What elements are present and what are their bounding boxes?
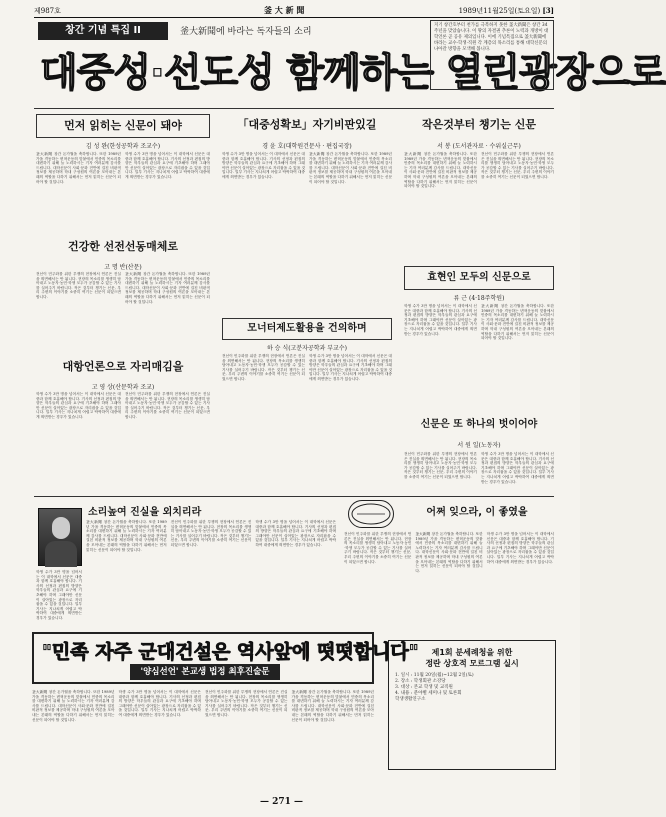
section-author: 류 근 (4·18주학원)	[453, 295, 505, 302]
section-title: 먼저 읽히는 신문이 돼야	[64, 119, 182, 132]
section-title: 신문은 또 하나의 벗이어야	[420, 419, 538, 430]
masthead	[34, 4, 554, 18]
section-title: 어쩌 잊으라, 이 좋였을	[426, 507, 528, 518]
article-body: 전선이 민주화를 위한 투쟁의 현장에서 언론은 진실을 외면해서는 안 됩니다. 현장의 목소리를 생생히 담아내고 노동자·농민·학생 모두가 공감할 수 있는 기사를 실어주기 바랍니다. 작은 것부터 챙기는 신문, 우리 주변의 이야기를 소중히 여기는 신문이 되었으면 합니다. 학생 수가 3만 명을 넘어서는 이 대학에서 신문은 대중과 함께 호흡해야 합니다. 기사의 선정과 편집의 방향은 학우들의 관심과 요구에 기초해야 하며 그래야만 신문이 살아있는 광장으로 자리잡을 수 있을 것입니다. 일부 기사는 지나치게 어렵고 딱딱하여 대중에게 외면받는 경우가 있습니다.	[404, 452, 554, 484]
section-author: 고 명 반(산문)	[104, 264, 142, 271]
section-title: 모너터제도활용을 건의하며	[247, 323, 367, 334]
section-title: 작은것부터 챙기는 신문	[422, 118, 536, 131]
section-header-7	[36, 356, 210, 380]
program-title: 제1회 분세례청을 위한 정란 상호적 모르그램 실시	[425, 648, 519, 668]
section-header-4	[36, 236, 210, 260]
feature-banner	[32, 632, 419, 684]
program-details: 1. 일시 : 11월 20일(월)~12월 2일(토) 2. 장소 : 학생회관 소강당 3. 대상 : 본교 학생 및 교직원 4. 내용 : 분야별 세미나 및 토론회 학생생활연구소	[395, 673, 474, 702]
main-headline: 대중성·선도성 함께하는 열린광장으로	[40, 51, 666, 96]
article-body: 학생 수가 3만 명을 넘어서는 이 대학에서 신문은 대중과 함께 호흡해야 합니다. 기사의 선정과 편집의 방향은 학우들의 관심과 요구에 기초해야 하며 그래야만 신문이 살아있는 광장으로 자리잡을 수 있을 것입니다. 일부 기사는 지나치게 어렵고 딱딱하여 대중에게 외면받는 경우가 있습니다. 전선이 민주화를 위한 투쟁의 현장에서 언론은 진실을 외면해서는 안 됩니다. 현장의 목소리를 생생히 담아내고 노동자·농민·학생 모두가 공감할 수 있는 기사를 실어주기 바랍니다. 작은 것부터 챙기는 신문, 우리 주변의 이야기를 소중히 여기는 신문이 되었으면 합니다.	[36, 392, 210, 419]
section-title: 소리높여 진실을 외치리라	[88, 507, 202, 518]
page-marker: [3]	[542, 6, 554, 15]
section-header-1	[36, 114, 210, 138]
special-badge: 창간 기념 특집 II	[38, 22, 168, 40]
issue-date: 1989년11월25일(토요일)	[458, 7, 541, 15]
article-body: 釜大新聞 창간 돈가월을 축하합니다. 또한 1989년 가을 격동하는 변혁운동의 맞붙에서 민중의 목소리를 대변하기 위해 늘 노력하시는 기자 여러분께 감사를 드립니다. 대학신문이 사회·문화 전반에 걸친 비판적 정보를 제공하며 학내 구성원의 여론을 모아내는 본래의 역할을 다하기 위해서는 먼저 읽히는 신문이 되어야 할 것입니다. 전선이 민주화를 위한 투쟁의 현장에서 언론은 진실을 외면해서는 안 됩니다. 현장의 목소리를 생생히 담아내고 노동자·농민·학생 모두가 공감할 수 있는 기사를 실어주기 바랍니다. 작은 것부터 챙기는 신문, 우리 주변의 이야기를 소중히 여기는 신문이 되었으면 합니다. 학생 수가 3만 명을 넘어서는 이 대학에서 신문은 대중과 함께 호흡해야 합니다. 기사의 선정과 편집의 방향은 학우들의 관심과 요구에 기초해야 하며 그래야만 신문이 살아있는 광장으로 자리잡을 수 있을 것입니다. 일부 기사는 지나치게 어렵고 딱딱하여 대중에게 외면받는 경우가 있습니다.	[86, 520, 337, 552]
section-header-6	[222, 318, 392, 340]
section-author: 서 봉 (도서관자료 · 수위실근무)	[437, 143, 521, 150]
logo-mark-icon	[349, 501, 393, 527]
section-header-3	[404, 114, 554, 138]
section-title: 효현인 모두의 신문으로	[427, 272, 531, 283]
article-body: 학생 수가 3만 명을 넘어서는 이 대학에서 신문은 대중과 함께 호흡해야 합니다. 기사의 선정과 편집의 방향은 학우들의 관심과 요구에 기초해야 하며 그래야만 신문이 살아있는 광장으로 자리잡을 수 있을 것입니다. 일부 기사는 지나치게 어렵고 딱딱하여 대중에게 외면받는 경우가 있습니다. 釜大新聞 창간 돈가월을 축하합니다. 또한 1989년 가을 격동하는 변혁운동의 맞붙에서 민중의 목소리를 대변하기 위해 늘 노력하시는 기자 여러분께 감사를 드립니다. 대학신문이 사회·문화 전반에 걸친 비판적 정보를 제공하며 학내 구성원의 여론을 모아내는 본래의 역할을 다하기 위해서는 먼저 읽히는 신문이 되어야 할 것입니다.	[222, 152, 393, 184]
article-body: 학생 수가 3만 명을 넘어서는 이 대학에서 신문은 대중과 함께 호흡해야 합니다. 기사의 선정과 편집의 방향은 학우들의 관심과 요구에 기초해야 하며 그래야만 신문이 살아있는 광장으로 자리잡을 수 있을 것입니다. 일부 기사는 지나치게 어렵고 딱딱하여 대중에게 외면받는 경우가 있습니다. 釜大新聞 창간 돈가월을 축하합니다. 또한 1989년 가을 격동하는 변혁운동의 맞붙에서 민중의 목소리를 대변하기 위해 늘 노력하시는 기자 여러분께 감사를 드립니다. 대학신문이 사회·문화 전반에 걸친 비판적 정보를 제공하며 학내 구성원의 여론을 모아내는 본래의 역할을 다하기 위해서는 먼저 읽히는 신문이 되어야 할 것입니다.	[404, 304, 554, 341]
page-number: — 271 —	[260, 797, 304, 807]
section-title: 「대중성확보」자기비판있길	[237, 118, 377, 131]
section-header-5	[404, 266, 554, 290]
article-body: 전선이 민주화를 위한 투쟁의 현장에서 언론은 진실을 외면해서는 안 됩니다. 현장의 목소리를 생생히 담아내고 노동자·농민·학생 모두가 공감할 수 있는 기사를 실어주기 바랍니다. 작은 것부터 챙기는 신문, 우리 주변의 이야기를 소중히 여기는 신문이 되었으면 합니다. 釜大新聞 창간 돈가월을 축하합니다. 또한 1989년 가을 격동하는 변혁운동의 맞붙에서 민중의 목소리를 대변하기 위해 늘 노력하시는 기자 여러분께 감사를 드립니다. 대학신문이 사회·문화 전반에 걸친 비판적 정보를 제공하며 학내 구성원의 여론을 모아내는 본래의 역할을 다하기 위해서는 먼저 읽히는 신문이 되어야 할 것입니다.	[36, 272, 210, 304]
section-header-2	[222, 114, 392, 138]
special-subtitle: 釜大新聞에 바라는 독자들의 소리	[180, 27, 312, 37]
section-header-8	[404, 414, 554, 438]
divider	[34, 496, 554, 497]
article-body: 전선이 민주화를 위한 투쟁의 현장에서 언론은 진실을 외면해서는 안 됩니다. 현장의 목소리를 생생히 담아내고 노동자·농민·학생 모두가 공감할 수 있는 기사를 실어주기 바랍니다. 작은 것부터 챙기는 신문, 우리 주변의 이야기를 소중히 여기는 신문이 되었으면 합니다. 학생 수가 3만 명을 넘어서는 이 대학에서 신문은 대중과 함께 호흡해야 합니다. 기사의 선정과 편집의 방향은 학우들의 관심과 요구에 기초해야 하며 그래야만 신문이 살아있는 광장으로 자리잡을 수 있을 것입니다. 일부 기사는 지나치게 어렵고 딱딱하여 대중에게 외면받는 경우가 있습니다.	[222, 354, 393, 381]
section-author: 경 윤 호(대학원건문사 · 편집국장)	[262, 143, 352, 150]
divider	[34, 108, 554, 109]
paper-name: 釜 大 新 聞	[264, 5, 305, 15]
article-body: 釜大新聞 창간 돈가월을 축하합니다. 또한 1989년 가을 격동하는 변혁운동의 맞붙에서 민중의 목소리를 대변하기 위해 늘 노력하시는 기자 여러분께 감사를 드립니다. 대학신문이 사회·문화 전반에 걸친 비판적 정보를 제공하며 학내 구성원의 여론을 모아내는 본래의 역할을 다하기 위해서는 먼저 읽히는 신문이 되어야 할 것입니다. 전선이 민주화를 위한 투쟁의 현장에서 언론은 진실을 외면해서는 안 됩니다. 현장의 목소리를 생생히 담아내고 노동자·농민·학생 모두가 공감할 수 있는 기사를 실어주기 바랍니다. 작은 것부터 챙기는 신문, 우리 주변의 이야기를 소중히 여기는 신문이 되었으면 합니다.	[404, 152, 554, 189]
section-author: 하 승 식(고분자공학과 부교수)	[267, 345, 347, 352]
banner-headline: "민족 자주 군대건설은 역사앞에 떳떳합니다"	[42, 641, 419, 663]
section-author: 고 영 상(산문학과 조교)	[91, 384, 155, 391]
section-author: 서 원 일(노동자)	[457, 442, 501, 449]
article-body: 전선이 민주화를 위한 투쟁의 현장에서 언론은 진실을 외면해서는 안 됩니다. 현장의 목소리를 생생히 담아내고 노동자·농민·학생 모두가 공감할 수 있는 기사를 실어주기 바랍니다. 작은 것부터 챙기는 신문, 우리 주변의 이야기를 소중히 여기는 신문이 되었으면 합니다. 釜大新聞 창간 돈가월을 축하합니다. 또한 1989년 가을 격동하는 변혁운동의 맞붙에서 민중의 목소리를 대변하기 위해 늘 노력하시는 기자 여러분께 감사를 드립니다. 대학신문이 사회·문화 전반에 걸친 비판적 정보를 제공하며 학내 구성원의 여론을 모아내는 본래의 역할을 다하기 위해서는 먼저 읽히는 신문이 되어야 할 것입니다. 학생 수가 3만 명을 넘어서는 이 대학에서 신문은 대중과 함께 호흡해야 합니다. 기사의 선정과 편집의 방향은 학우들의 관심과 요구에 기초해야 하며 그래야만 신문이 살아있는 광장으로 자리잡을 수 있을 것입니다. 일부 기사는 지나치게 어렵고 딱딱하여 대중에게 외면받는 경우가 있습니다.	[344, 532, 554, 573]
event-logo	[348, 500, 394, 528]
editor-notice: 지기 창간호부터 천가를 극복하지 못한 釜大新聞은 창간 34주년을 맞았습니다. 이 땅의 자결권 추론이 노력과 개방이 대학언론 곧 공유 제의입니다. 이에 기념특집으로 釜大新聞에 바라는 교수·학생·직원 각 계층의 목소리를 통해 대학신문의 나아갈 방향을 모색해 봅니다.	[430, 20, 554, 90]
banner-subtitle: '양심선언' 본교생 법정 최후진술문	[130, 664, 280, 680]
section-title: 대항언론으로 자리매김을	[62, 360, 184, 373]
article-body: 釜大新聞 창간 돈가월을 축하합니다. 또한 1989년 가을 격동하는 변혁운동의 맞붙에서 민중의 목소리를 대변하기 위해 늘 노력하시는 기자 여러분께 감사를 드립니다. 대학신문이 사회·문화 전반에 걸친 비판적 정보를 제공하며 학내 구성원의 여론을 모아내는 본래의 역할을 다하기 위해서는 먼저 읽히는 신문이 되어야 할 것입니다. 학생 수가 3만 명을 넘어서는 이 대학에서 신문은 대중과 함께 호흡해야 합니다. 기사의 선정과 편집의 방향은 학우들의 관심과 요구에 기초해야 하며 그래야만 신문이 살아있는 광장으로 자리잡을 수 있을 것입니다. 일부 기사는 지나치게 어렵고 딱딱하여 대중에게 외면받는 경우가 있습니다. 전선이 민주화를 위한 투쟁의 현장에서 언론은 진실을 외면해서는 안 됩니다. 현장의 목소리를 생생히 담아내고 노동자·농민·학생 모두가 공감할 수 있는 기사를 실어주기 바랍니다. 작은 것부터 챙기는 신문, 우리 주변의 이야기를 소중히 여기는 신문이 되었으면 합니다. 釜大新聞 창간 돈가월을 축하합니다. 또한 1989년 가을 격동하는 변혁운동의 맞붙에서 민중의 목소리를 대변하기 위해 늘 노력하시는 기자 여러분께 감사를 드립니다. 대학신문이 사회·문화 전반에 걸친 비판적 정보를 제공하며 학내 구성원의 여론을 모아내는 본래의 역할을 다하기 위해서는 먼저 읽히는 신문이 되어야 할 것입니다.	[32, 690, 374, 722]
article-body: 釜大新聞 창간 돈가월을 축하합니다. 또한 1989년 가을 격동하는 변혁운동의 맞붙에서 민중의 목소리를 대변하기 위해 늘 노력하시는 기자 여러분께 감사를 드립니다. 대학신문이 사회·문화 전반에 걸친 비판적 정보를 제공하며 학내 구성원의 여론을 모아내는 본래의 역할을 다하기 위해서는 먼저 읽히는 신문이 되어야 할 것입니다. 학생 수가 3만 명을 넘어서는 이 대학에서 신문은 대중과 함께 호흡해야 합니다. 기사의 선정과 편집의 방향은 학우들의 관심과 요구에 기초해야 하며 그래야만 신문이 살아있는 광장으로 자리잡을 수 있을 것입니다. 일부 기사는 지나치게 어렵고 딱딱하여 대중에게 외면받는 경우가 있습니다.	[36, 152, 210, 184]
issue-number: 제987호	[34, 7, 61, 15]
program-notice-box	[388, 640, 556, 770]
section-title: 건강한 선전선동매체로	[67, 240, 179, 253]
section-author: 김 성 완(한성공학과 조교수)	[85, 143, 161, 150]
author-photo	[38, 508, 82, 566]
article-body: 학생 수가 3만 명을 넘어서는 이 대학에서 신문은 대중과 함께 호흡해야 합니다. 기사의 선정과 편집의 방향은 학우들의 관심과 요구에 기초해야 하며 그래야만 신문이 살아있는 광장으로 자리잡을 수 있을 것입니다. 일부 기사는 지나치게 어렵고 딱딱하여 대중에게 외면받는 경우가 있습니다.	[36, 570, 82, 620]
